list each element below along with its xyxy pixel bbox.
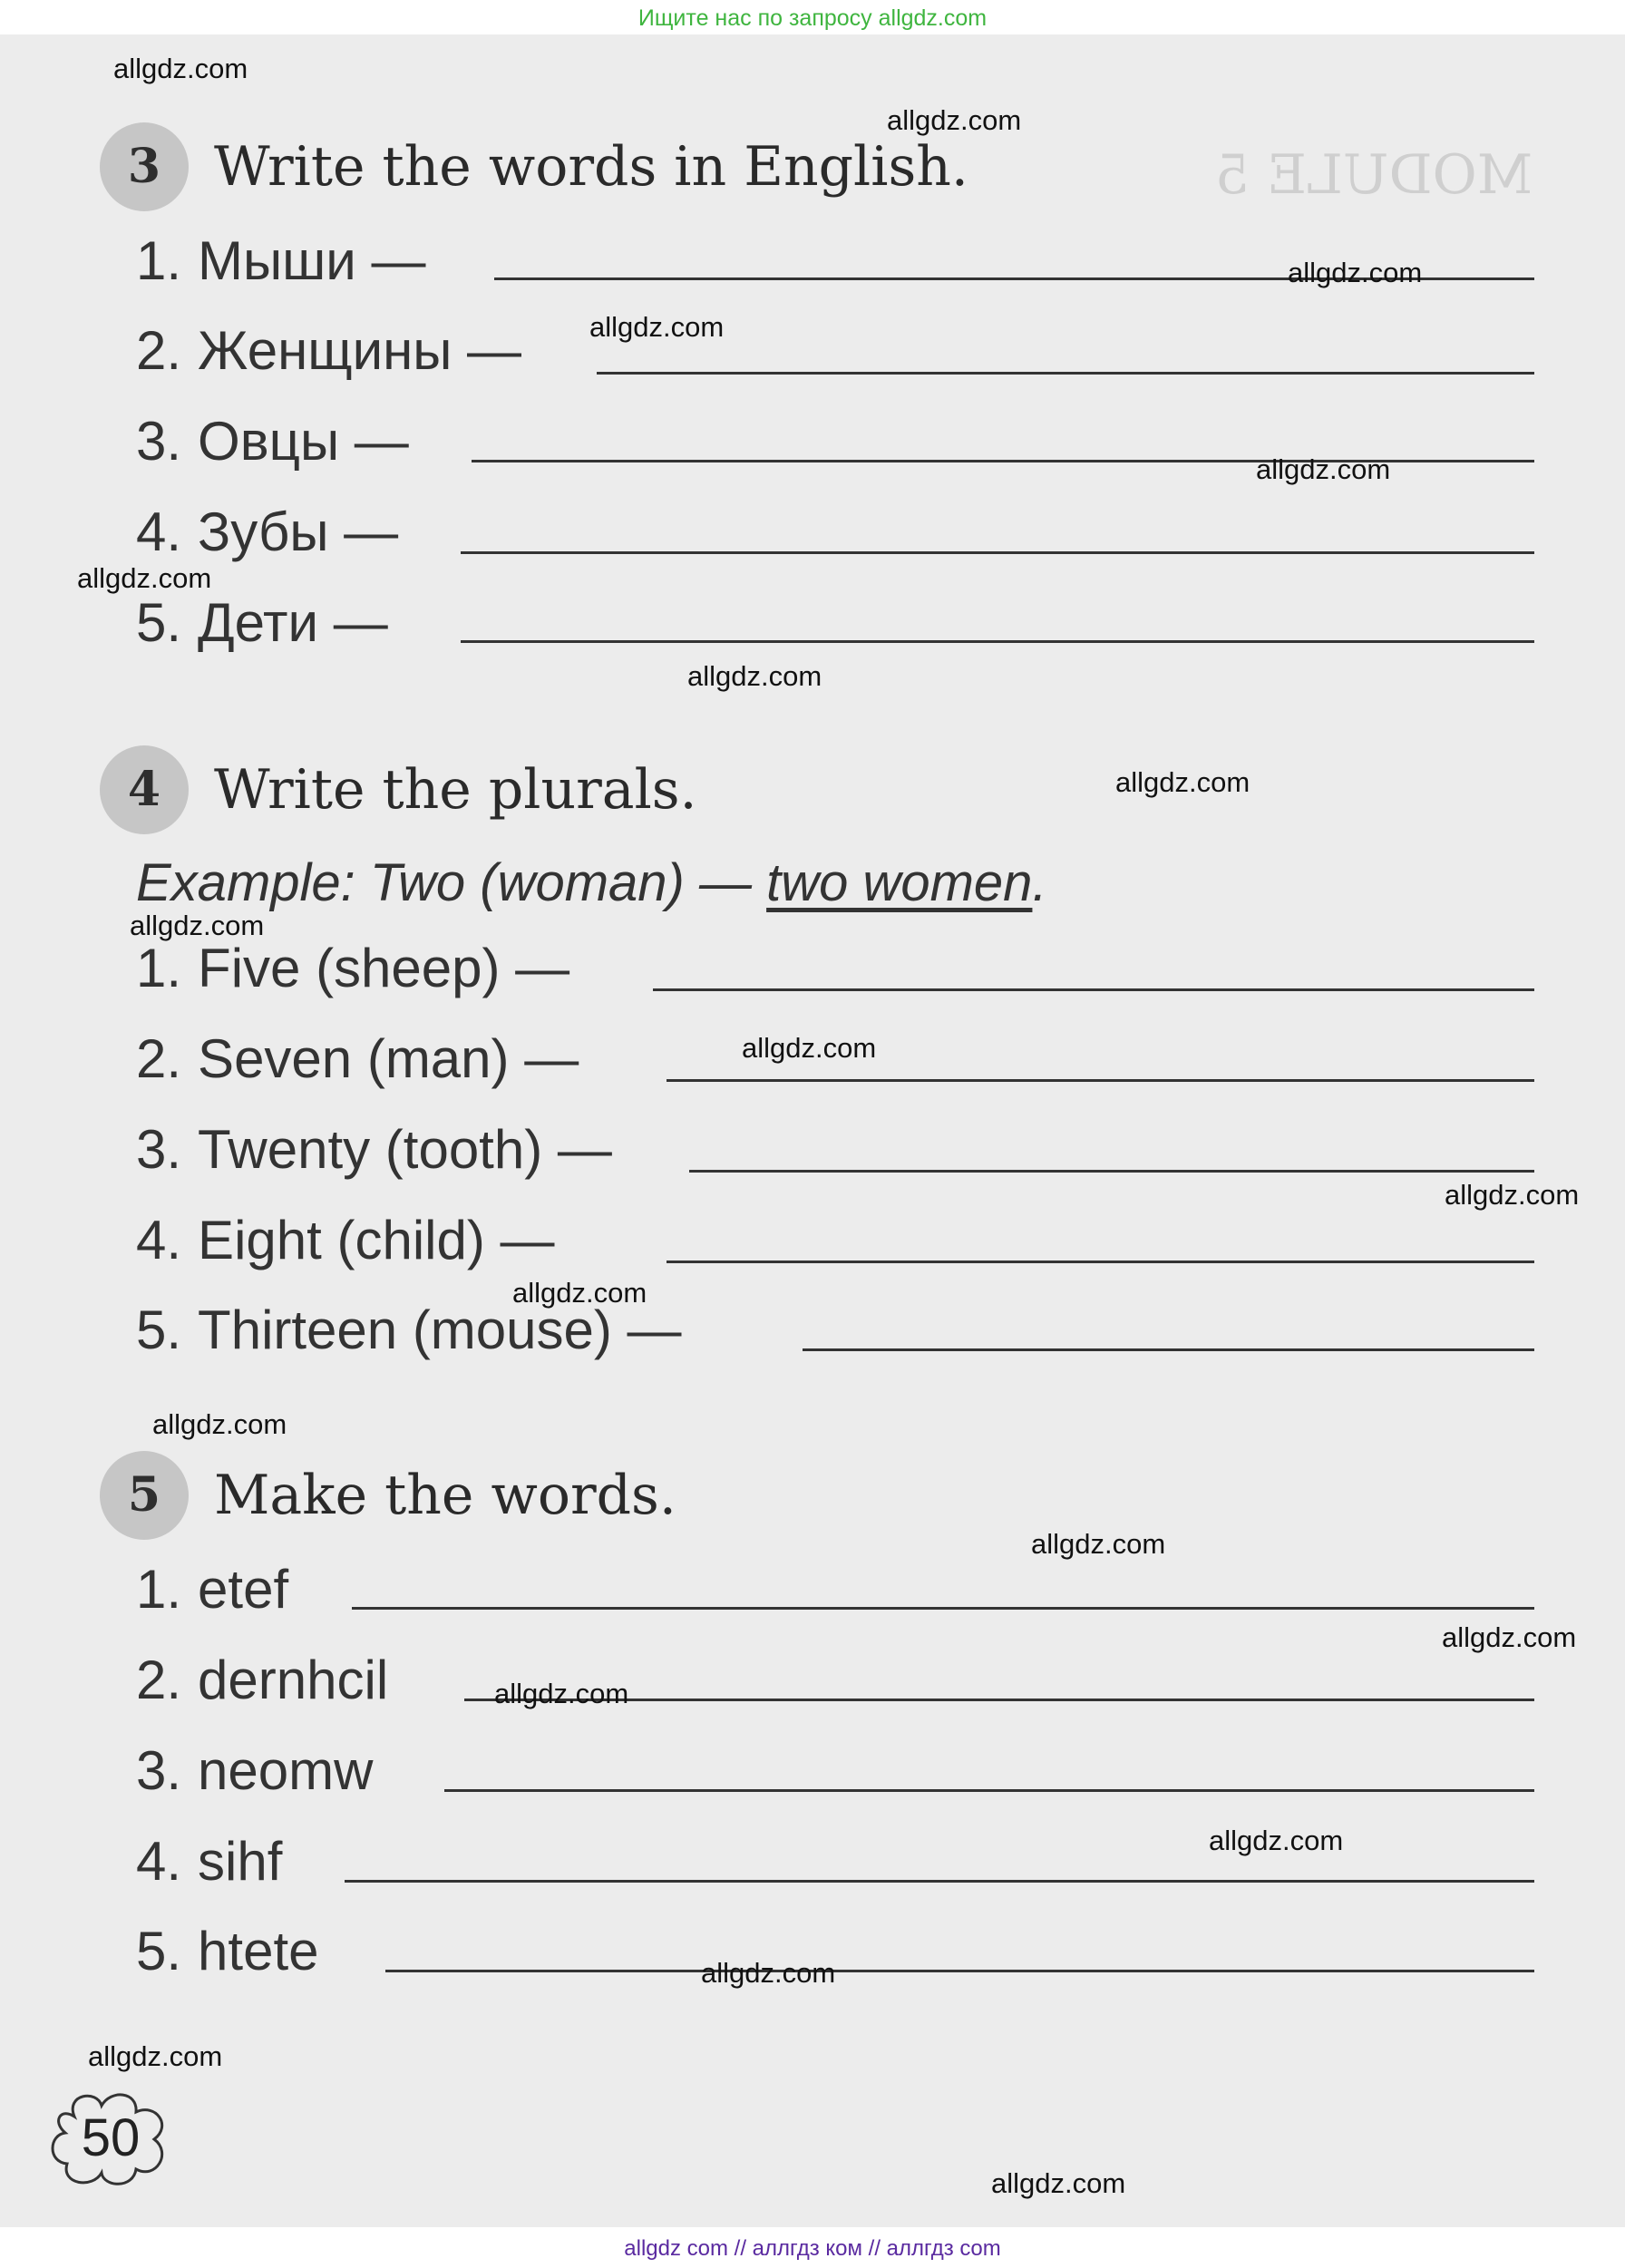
watermark: allgdz.com	[77, 562, 212, 594]
exercise-4-item-4	[136, 1209, 555, 1281]
item-number: 5.	[136, 1299, 182, 1360]
answer-line[interactable]	[352, 1607, 1534, 1610]
item-number: 1.	[136, 230, 182, 291]
item-prompt: Зубы —	[198, 501, 399, 562]
item-prompt: neomw	[198, 1740, 374, 1801]
exercise-3-item-3	[136, 410, 409, 482]
item-prompt: Twenty (tooth) —	[198, 1119, 612, 1180]
item-number: 4.	[136, 1210, 182, 1270]
watermark: allgdz.com	[742, 1032, 877, 1064]
answer-line[interactable]	[667, 1261, 1534, 1263]
watermark: allgdz.com	[1031, 1528, 1166, 1560]
item-number: 4.	[136, 1831, 182, 1892]
exercise-3-item-1	[136, 229, 425, 302]
exercise-5-item-3	[136, 1739, 373, 1812]
item-prompt: Eight (child) —	[198, 1210, 555, 1270]
watermark: allgdz.com	[1256, 453, 1391, 485]
exercise-4-example	[136, 852, 1047, 913]
exercise-title: Write the words in English.	[214, 135, 968, 199]
answer-line[interactable]	[689, 1170, 1534, 1173]
item-prompt: Овцы —	[198, 411, 409, 472]
exercise-number-badge: 4	[100, 745, 189, 834]
item-prompt: Five (sheep) —	[198, 938, 570, 998]
watermark: allgdz.com	[130, 910, 265, 941]
answer-line[interactable]	[597, 372, 1534, 375]
exercise-4-item-1	[136, 937, 569, 1009]
answer-line[interactable]	[803, 1348, 1534, 1351]
exercise-4-item-3	[136, 1118, 612, 1191]
watermark: allgdz.com	[1288, 257, 1423, 288]
answer-line[interactable]	[461, 640, 1534, 643]
answer-line[interactable]	[653, 988, 1534, 991]
item-prompt: etef	[198, 1559, 289, 1620]
watermark: allgdz.com	[1115, 766, 1250, 798]
watermark: allgdz.com	[687, 660, 822, 692]
item-prompt: sihf	[198, 1831, 283, 1892]
item-number: 1.	[136, 938, 182, 998]
item-number: 2.	[136, 320, 182, 381]
page-number-badge	[47, 2089, 174, 2189]
exercise-title: Write the plurals.	[214, 758, 697, 822]
item-number: 3.	[136, 411, 182, 472]
watermark: allgdz.com	[1442, 1621, 1577, 1653]
answer-line[interactable]	[444, 1789, 1534, 1792]
item-number: 5.	[136, 1921, 182, 1981]
watermark: allgdz.com	[88, 2040, 223, 2072]
exercise-4-item-5	[136, 1299, 682, 1371]
top-banner: Ищите нас по запросу allgdz.com	[637, 5, 988, 31]
watermark: allgdz.com	[1209, 1825, 1344, 1856]
item-number: 1.	[136, 1559, 182, 1620]
exercise-number-badge: 3	[100, 122, 189, 211]
answer-line[interactable]	[385, 1970, 1534, 1972]
answer-line[interactable]	[461, 551, 1534, 554]
example-prompt: Example: Two (woman) —	[136, 853, 767, 912]
item-number: 5.	[136, 592, 182, 653]
item-number: 2.	[136, 1028, 182, 1089]
item-prompt: Дети —	[198, 592, 388, 653]
item-number: 2.	[136, 1650, 182, 1710]
watermark: allgdz.com	[991, 2167, 1126, 2199]
answer-line[interactable]	[345, 1880, 1534, 1883]
answer-line[interactable]	[667, 1079, 1534, 1082]
exercise-3-item-2	[136, 319, 521, 392]
item-prompt: Thirteen (mouse) —	[198, 1299, 682, 1360]
exercise-5-item-4	[136, 1830, 282, 1903]
item-prompt: dernhcil	[198, 1650, 389, 1710]
item-prompt: Мыши —	[198, 230, 426, 291]
reverse-side-show-through: MODULE 5	[1215, 143, 1533, 207]
example-end: .	[1032, 853, 1047, 912]
exercise-3-item-5	[136, 591, 388, 664]
watermark: allgdz.com	[494, 1678, 629, 1709]
watermark: allgdz.com	[512, 1277, 647, 1309]
watermark: allgdz.com	[113, 53, 248, 84]
watermark: allgdz.com	[589, 311, 725, 343]
bottom-banner: allgdz com // аллгдз ком // аллгдз com	[624, 2236, 1001, 2261]
watermark: allgdz.com	[1445, 1179, 1580, 1211]
item-prompt: htete	[198, 1921, 319, 1981]
exercise-number-badge: 5	[100, 1451, 189, 1540]
example-answer: two women	[766, 853, 1033, 912]
watermark: allgdz.com	[701, 1957, 836, 1989]
item-number: 3.	[136, 1740, 182, 1801]
item-number: 3.	[136, 1119, 182, 1180]
exercise-title: Make the words.	[214, 1464, 676, 1527]
item-number: 4.	[136, 501, 182, 562]
item-prompt: Женщины —	[198, 320, 522, 381]
exercise-4-item-2	[136, 1027, 579, 1100]
watermark: allgdz.com	[152, 1408, 287, 1440]
page-number: 50	[81, 2108, 141, 2167]
item-prompt: Seven (man) —	[198, 1028, 579, 1089]
watermark: allgdz.com	[887, 104, 1022, 136]
exercise-5-item-5	[136, 1920, 319, 1992]
exercise-5-item-1	[136, 1558, 288, 1630]
exercise-5-item-2	[136, 1649, 388, 1721]
